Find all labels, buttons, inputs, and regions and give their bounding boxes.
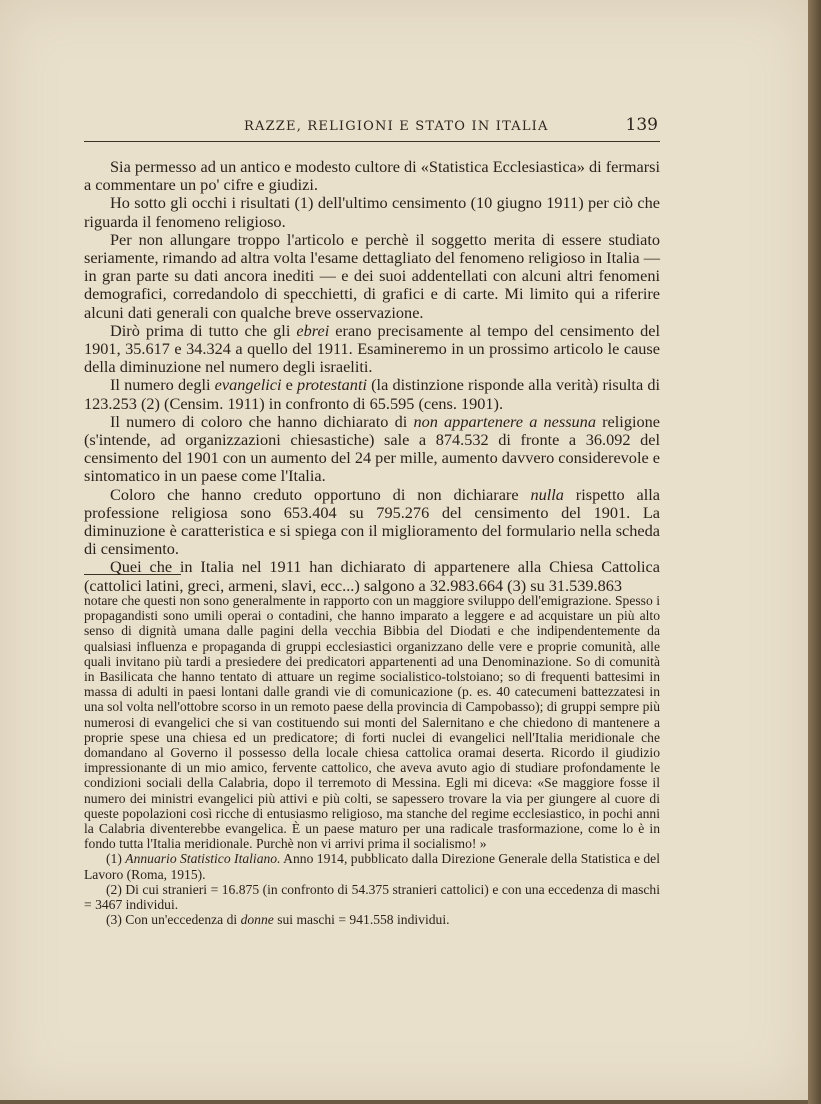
book-spine-edge: [808, 0, 821, 1104]
paragraph: Sia permesso ad un antico e modesto cultore di «Statistica Ecclesiastica» di fermarsi a commentare un po' cifre e giudizi.: [84, 157, 660, 195]
text-run: (la distinzione risponde alla verità) risulta di 123.253 (2) (Censim. 1911) in confronto di 65.595 (cens. 1901).: [84, 375, 660, 413]
text-run: (3) Con un'eccedenza di: [106, 912, 241, 928]
italic-term: evangelici: [214, 375, 282, 395]
text-run: (1): [106, 851, 126, 867]
footnote-2: (2) Di cui stranieri = 16.875 (in confronto di 54.375 stranieri cattolici) e con una eccedenza di maschi = 3467 individui.: [84, 881, 660, 913]
text-run: religione (s'intende, ad organizzazioni chiesastiche) sale a 874.532 di fronte a 36.092 del censimento del 1901 con un aumento del 24 per mille, aumento davvero considerevole e sintomatico in un paese come l'Italia.: [84, 411, 661, 486]
italic-term: protestanti: [297, 375, 367, 395]
text-run: sui maschi = 941.558 individui.: [273, 912, 450, 928]
page-number: 139: [625, 115, 658, 135]
paragraph: Quei che in Italia nel 1911 han dichiarato di appartenere alla Chiesa Cattolica (cattolici latini, greci, armeni, slavi, ecc...) salgono a 32.983.664 (3) su 31.539.863: [84, 557, 660, 595]
text-run: Il numero di coloro che hanno dichiarato di: [110, 411, 414, 431]
main-text: [84, 158, 660, 595]
italic-term: non appartenere a nessuna: [413, 411, 596, 431]
text-run: Dirò prima di tutto che gli: [110, 320, 297, 340]
text-run: Anno 1914, pubblicato dalla Direzione Generale della Statistica e del Lavoro (Roma, 1915).: [84, 851, 660, 882]
footnote-1: [84, 851, 660, 881]
footnote-continuation: notare che questi non sono generalmente in rapporto con un maggiore sviluppo dell'emigrazione. Spesso i propagandisti sono umili operai o contadini, che hanno imparato a leggere e ad acquistare un più alto senso di dignità umana dalle pagini della vecchia Bibbia del Diodati e che indipendentemente da qualsiasi influenza e propaganda di gruppi ecclesiastici organizzano delle vere e proprie comunità, alle quali invitano più tardi a presiedere dei predicatori appartenenti ad una Denominazione. So di comunità in Basilicata che hanno tentato di attuare un regime socialistico-tolstoiano; so di frequenti battesimi in massa di adulti in paesi lontani dalle grandi vie di comunicazione (p. es. 40 catecumeni battezzatesi in una sol volta nell'ottobre scorso in un remoto paese della provincia di Campobasso); di gruppi sempre più numerosi di evangelici che si van costituendo sui monti del Salernitano e che chiedono di mantenere a proprie spese una chiesa ed un predicatore; di forti nuclei di evangelici nell'Italia meridionale che domandano al Governo il possesso della locale chiesa cattolica oramai deserta. Ricordo il giudizio impressionante di un mio amico, fervente cattolico, che aveva avuto agio di studiare profondamente le condizioni sociali della Calabria, dopo il terremoto di Messina. Egli mi diceva: «Se maggiore fosse il numero dei ministri evangelici più attivi e più colti, se sapessero trovare la via per giungere al cuore di queste popolazioni così ricche di entusiasmo religioso, ma stanche del regime ecclesiastico, in pochi anni la Calabria diventerebbe evangelica. È un paese maturo per una radicale trasformazione, come lo è in fondo tutta l'Italia meridionale. Purchè non vi arrivi prima il socialismo! »: [84, 593, 660, 852]
paragraph: Per non allungare troppo l'articolo e perchè il soggetto merita di essere studiato seriamente, rimando ad altra volta l'esame dettagliato del fenomeno religioso in Italia — in gran parte su dati ancora inediti — e dei suoi addentellati con alcuni altri fenomeni demografici, corredandolo di specchietti, di grafici e di carte. Mi limito qui a riferire alcuni dati generali con qualche breve osservazione.: [84, 229, 660, 322]
paragraph: [84, 376, 660, 412]
footnote-3: [84, 912, 660, 927]
paragraph: [84, 413, 660, 486]
text-run: Il numero degli: [110, 375, 215, 395]
paragraph: [84, 322, 660, 377]
text-run: erano precisamente al tempo del censimento del 1901, 35.617 e 34.324 a quello del 1911. Esamineremo in un prossimo articolo le cause della diminuzione nel numero degli israeliti.: [84, 320, 661, 377]
running-header: [84, 117, 660, 142]
italic-term: donne: [240, 912, 274, 928]
italic-term: ebrei: [296, 320, 330, 340]
text-run: e: [281, 375, 298, 395]
footnotes: [84, 593, 660, 927]
footnote-rule: [84, 574, 181, 575]
text-run: rispetto alla professione religiosa sono 653.404 su 795.276 del censimento del 1901. La diminuzione è caratteristica e si spiega con il miglioramento del formulario nella scheda di censimento.: [84, 484, 660, 559]
paragraph: [84, 486, 660, 559]
running-title: RAZZE, RELIGIONI E STATO IN ITALIA: [244, 119, 549, 134]
italic-term: Annuario Statistico Italiano.: [125, 851, 281, 867]
paragraph: Ho sotto gli occhi i risultati (1) dell'ultimo censimento (10 giugno 1911) per ciò che riguarda il fenomeno religioso.: [84, 193, 660, 231]
italic-term: nulla: [530, 484, 564, 504]
text-run: Coloro che hanno creduto opportuno di non dichiarare: [110, 484, 531, 504]
